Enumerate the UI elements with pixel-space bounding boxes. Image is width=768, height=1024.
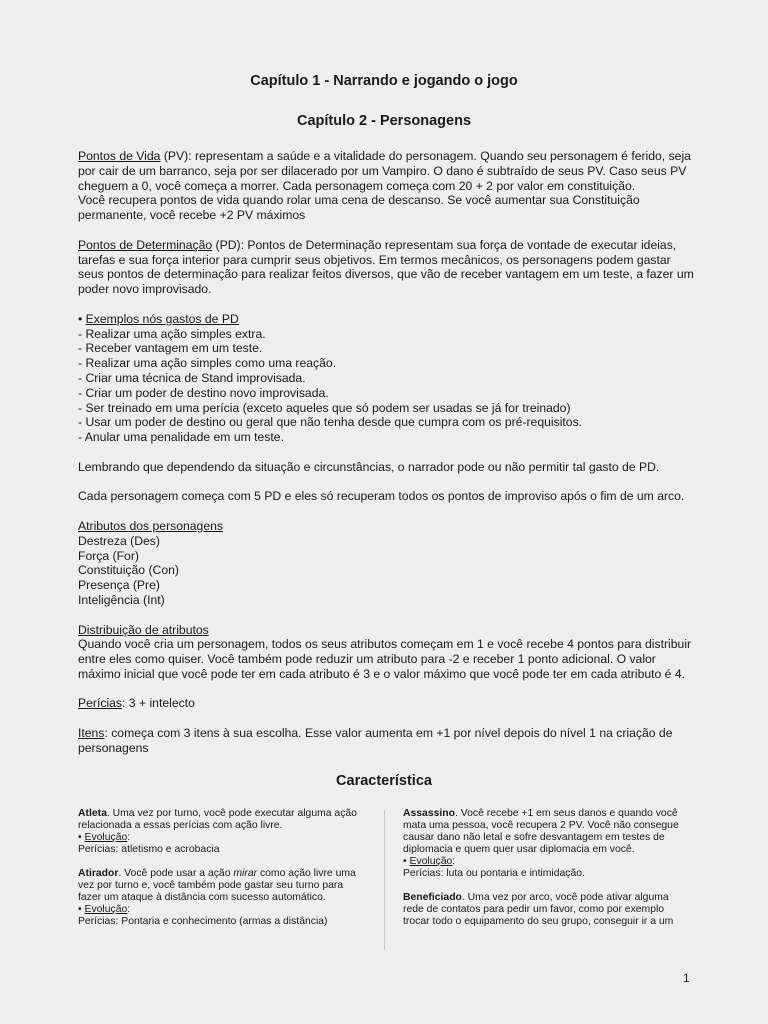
body-text bbox=[78, 149, 698, 756]
feature-atirador: Atirador. Você pode usar a ação mirar como ação livre uma vez por turno e, você também pode gastar seu turno para fazer um ataque à distância com sucesso automático. bbox=[78, 868, 356, 903]
feature-beneficiado: Beneficiado. Uma vez por arco, você pode ativar alguma rede de contatos para pedir um favor, como por exemplo trocar todo o equipamento do seu grupo, conseguir ir a um bbox=[403, 892, 674, 927]
pv-text: (PV): representam a saúde e a vitalidade do personagem. Quando seu personagem é ferido, seja por cair de um barranco, seja por ser dilacerado por um Vampiro. O dano é subtraído de seus PV. Caso seus PV cheguem a 0, você começa a morrer. Cada personagem começa com 20 + 2 por valor em constituição. bbox=[78, 149, 691, 193]
attribute-item: Constituição (Con) bbox=[78, 563, 179, 578]
attribute-item: Força (For) bbox=[78, 548, 139, 563]
attributes-title: Atributos dos personagens bbox=[78, 518, 223, 533]
reminder-paragraph: Lembrando que dependendo da situação e circunstâncias, o narrador pode ou não permitir tal gasto de PD. bbox=[78, 459, 660, 474]
attribute-item: Destreza (Des) bbox=[78, 533, 160, 548]
pv-term: Pontos de Vida bbox=[78, 149, 161, 163]
features-right-column bbox=[403, 808, 688, 928]
evolution-label: • Evolução: bbox=[403, 856, 456, 867]
list-item: - Criar uma técnica de Stand improvisada. bbox=[78, 370, 306, 385]
caracteristica-title: Característica bbox=[336, 773, 432, 789]
start-pd-paragraph: Cada personagem começa com 5 PD e eles só recuperam todos os pontos de improviso após o fim de um arco. bbox=[78, 489, 685, 504]
attribute-item: Presença (Pre) bbox=[78, 578, 160, 593]
itens-paragraph: Itens: começa com 3 itens à sua escolha. Esse valor aumenta em +1 por nível depois do nível 1 na criação de personagens bbox=[78, 726, 673, 755]
list-item: - Anular uma penalidade em um teste. bbox=[78, 430, 284, 445]
bullet: • bbox=[78, 311, 86, 326]
pv-paragraph bbox=[78, 149, 698, 193]
page-number: 1 bbox=[683, 971, 690, 985]
list-item: - Usar um poder de destino ou geral que não tenha desde que cumpra com os pré-requisitos. bbox=[78, 415, 583, 430]
distribution-title: Distribuição de atributos bbox=[78, 622, 209, 637]
feature-assassino: Assassino. Você recebe +1 em seus danos e quando você mata uma pessoa, você recupera 2 PV. Você não consegue causar dano não letal e sofre desvantagem em testes de diplomacia e quem quer usar diplomacia em você. bbox=[403, 808, 679, 855]
feature-pericias: Perícias: luta ou pontaria e intimidação. bbox=[403, 868, 585, 879]
pericias-paragraph: Perícias: 3 + intelecto bbox=[78, 696, 195, 711]
pd-paragraph bbox=[78, 238, 698, 297]
list-item: - Realizar uma ação simples extra. bbox=[78, 326, 266, 341]
chapter-2-title: Capítulo 2 - Personagens bbox=[296, 113, 472, 129]
evolution-label: • Evolução: bbox=[78, 832, 131, 843]
column-divider bbox=[384, 810, 385, 950]
features-left-column bbox=[78, 808, 363, 928]
list-item: - Criar um poder de destino novo improvisada. bbox=[78, 385, 329, 400]
list-item: - Realizar uma ação simples como uma reação. bbox=[78, 356, 337, 371]
list-item: - Ser treinado em uma perícia (exceto aqueles que só podem ser usadas se já for treinado) bbox=[78, 400, 571, 415]
attribute-item: Inteligência (Int) bbox=[78, 592, 165, 607]
feature-pericias: Perícias: atletismo e acrobacia bbox=[78, 844, 220, 855]
pv-recovery: Você recupera pontos de vida quando rolar uma cena de descanso. Se você aumentar sua Constituição permanente, você recebe +2 PV máximos bbox=[78, 193, 640, 223]
feature-atleta: Atleta. Uma vez por turno, você pode executar alguma ação relacionada a essas perícias com ação livre. bbox=[78, 808, 357, 831]
pd-text: (PD): Pontos de Determinação representam sua força de vontade de executar ideias, tarefas e sua força interior para cumprir seus objetivos. Em termos mecânicos, os personagens podem gastar seus pontos de determinação para realizar feitos diversos, que vão de receber vantagem em um teste, a fazer um poder novo improvisado. bbox=[78, 237, 694, 297]
feature-pericias: Perícias: Pontaria e conhecimento (armas a distância) bbox=[78, 916, 328, 927]
examples-title: • Exemplos nós gastos de PD bbox=[78, 311, 239, 326]
chapter-1-title: Capítulo 1 - Narrando e jogando o jogo bbox=[250, 73, 518, 89]
evolution-label: • Evolução: bbox=[78, 904, 131, 915]
list-item: - Receber vantagem em um teste. bbox=[78, 341, 263, 356]
distribution-text: Quando você cria um personagem, todos os seus atributos começam em 1 e você recebe 4 pontos para distribuir entre eles como quiser. Você também pode reduzir um atributo para -2 e receber 1 ponto adicional. O valor máximo inicial que você pode ter em cada atributo é 3 e o valor máximo que você pode ter em cada atributo é 4. bbox=[78, 637, 692, 681]
pd-term: Pontos de Determinação bbox=[78, 237, 213, 252]
